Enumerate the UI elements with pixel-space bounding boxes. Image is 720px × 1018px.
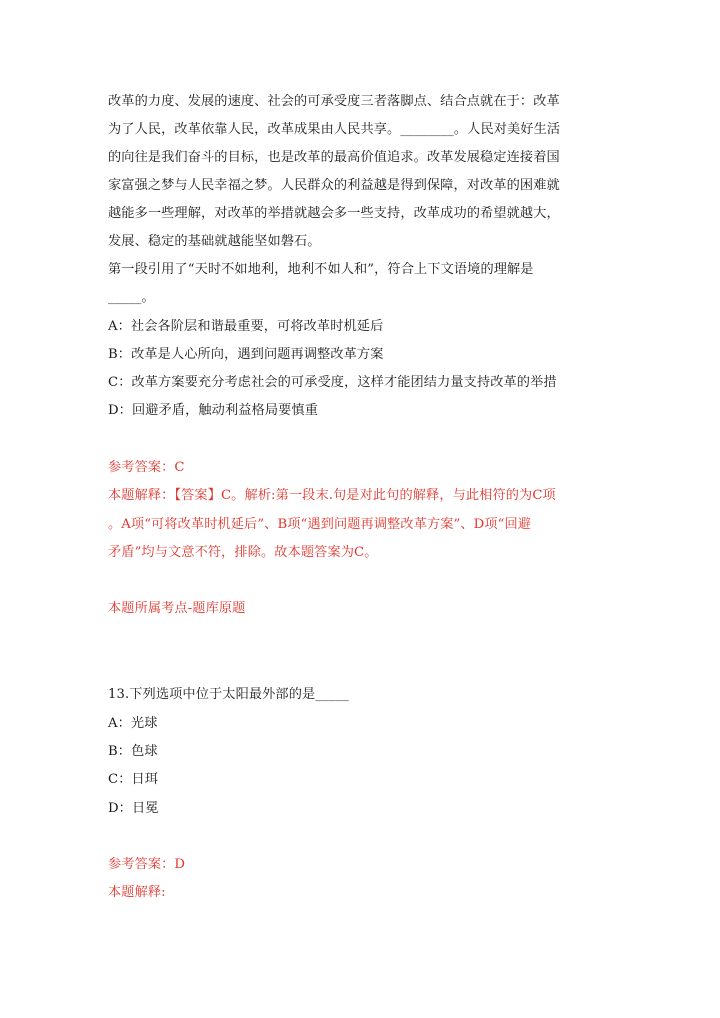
answer-label: 参考答案：C (108, 460, 185, 475)
passage-line-1: 改革的力度、发展的速度、社会的可承受度三者落脚点、结合点就在于：改革 (108, 94, 560, 109)
option-b: B：改革是人心所向，遇到问题再调整改革方案 (108, 347, 384, 362)
question-line-2: _____。 (108, 290, 155, 305)
q13-explanation-label: 本题解释: (108, 885, 166, 900)
q13-option-a: A：光球 (108, 716, 158, 731)
passage-line-3: 的向往是我们奋斗的目标，也是改革的最高价值追求。改革发展稳定连接着国 (108, 150, 560, 165)
passage-line-2: 为了人民，改革依靠人民，改革成果由人民共享。________。人民对美好生活 (108, 122, 561, 137)
option-a: A：社会各阶层和谐最重要，可将改革时机延后 (108, 319, 384, 334)
option-d: D：回避矛盾，触动利益格局要慎重 (108, 403, 318, 418)
explanation-line-2: 。A项“可将改革时机延后”、B项“遇到问题再调整改革方案”、D项“回避 (108, 517, 532, 532)
explanation-line-1: 本题解释：【答案】C。解析:第一段末.句是对此句的解释，与此相符的为C项 (108, 488, 556, 503)
q13-option-d: D：日冕 (108, 801, 159, 816)
passage-line-4: 家富强之梦与人民幸福之梦。人民群众的利益越是得到保障，对改革的困难就 (108, 178, 560, 193)
passage-line-5: 越能多一些理解，对改革的举措就越会多一些支持，改革成功的希望就越大， (108, 206, 560, 221)
category-label: 本题所属考点-题库原题 (108, 601, 246, 616)
explanation-line-3: 矛盾”均与文意不符，排除。故本题答案为C。 (108, 545, 378, 560)
q13-option-c: C：日珥 (108, 772, 159, 787)
passage-line-6: 发展、稳定的基础就越能坚如磐石。 (108, 234, 321, 249)
q13-answer-label: 参考答案：D (108, 857, 186, 872)
question-line-1: 第一段引用了“天时不如地利，地利不如人和”，符合上下文语境的理解是 (108, 262, 534, 277)
question-13: 13.下列选项中位于太阳最外部的是_____ (108, 687, 349, 702)
option-c: C：改革方案要充分考虑社会的可承受度，这样才能团结力量支持改革的举措 (108, 375, 557, 390)
q13-option-b: B：色球 (108, 744, 158, 759)
